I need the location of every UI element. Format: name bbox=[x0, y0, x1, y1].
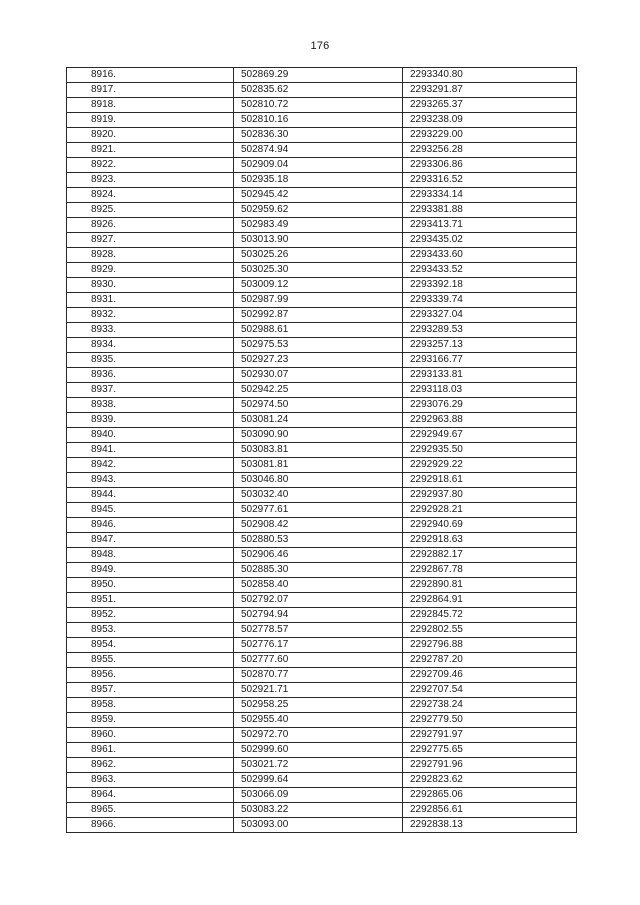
table-row bbox=[67, 113, 577, 128]
x-coordinate-cell: 502869.29 bbox=[234, 68, 403, 83]
table-row bbox=[67, 773, 577, 788]
y-coordinate-cell: 2292802.55 bbox=[403, 623, 577, 638]
x-coordinate-cell: 502945.42 bbox=[234, 188, 403, 203]
y-coordinate-cell: 2292864.91 bbox=[403, 593, 577, 608]
y-coordinate-cell: 2293229.00 bbox=[403, 128, 577, 143]
point-number-cell: 8921. bbox=[67, 143, 234, 158]
x-coordinate-cell: 502930.07 bbox=[234, 368, 403, 383]
table-row bbox=[67, 83, 577, 98]
point-number-cell: 8930. bbox=[67, 278, 234, 293]
y-coordinate-cell: 2293265.37 bbox=[403, 98, 577, 113]
point-number-cell: 8951. bbox=[67, 593, 234, 608]
table-row bbox=[67, 623, 577, 638]
table-row bbox=[67, 278, 577, 293]
x-coordinate-cell: 502974.50 bbox=[234, 398, 403, 413]
x-coordinate-cell: 502778.57 bbox=[234, 623, 403, 638]
y-coordinate-cell: 2293257.13 bbox=[403, 338, 577, 353]
point-number-cell: 8950. bbox=[67, 578, 234, 593]
table-row bbox=[67, 263, 577, 278]
y-coordinate-cell: 2292929.22 bbox=[403, 458, 577, 473]
y-coordinate-cell: 2293392.18 bbox=[403, 278, 577, 293]
table-row bbox=[67, 233, 577, 248]
point-number-cell: 8938. bbox=[67, 398, 234, 413]
point-number-cell: 8966. bbox=[67, 818, 234, 833]
x-coordinate-cell: 502988.61 bbox=[234, 323, 403, 338]
x-coordinate-cell: 503009.12 bbox=[234, 278, 403, 293]
point-number-cell: 8956. bbox=[67, 668, 234, 683]
point-number-cell: 8928. bbox=[67, 248, 234, 263]
point-number-cell: 8960. bbox=[67, 728, 234, 743]
x-coordinate-cell: 502794.94 bbox=[234, 608, 403, 623]
table-row bbox=[67, 533, 577, 548]
table-row bbox=[67, 443, 577, 458]
table-row bbox=[67, 668, 577, 683]
y-coordinate-cell: 2292856.61 bbox=[403, 803, 577, 818]
coordinates-table-body bbox=[67, 68, 577, 833]
point-number-cell: 8920. bbox=[67, 128, 234, 143]
y-coordinate-cell: 2293238.09 bbox=[403, 113, 577, 128]
point-number-cell: 8934. bbox=[67, 338, 234, 353]
x-coordinate-cell: 502909.04 bbox=[234, 158, 403, 173]
x-coordinate-cell: 502935.18 bbox=[234, 173, 403, 188]
y-coordinate-cell: 2292796.88 bbox=[403, 638, 577, 653]
y-coordinate-cell: 2292949.67 bbox=[403, 428, 577, 443]
coordinates-table bbox=[66, 67, 577, 833]
x-coordinate-cell: 502959.62 bbox=[234, 203, 403, 218]
point-number-cell: 8945. bbox=[67, 503, 234, 518]
y-coordinate-cell: 2293340.80 bbox=[403, 68, 577, 83]
x-coordinate-cell: 502874.94 bbox=[234, 143, 403, 158]
table-row bbox=[67, 308, 577, 323]
point-number-cell: 8931. bbox=[67, 293, 234, 308]
y-coordinate-cell: 2292791.97 bbox=[403, 728, 577, 743]
x-coordinate-cell: 502792.07 bbox=[234, 593, 403, 608]
table-row bbox=[67, 353, 577, 368]
point-number-cell: 8954. bbox=[67, 638, 234, 653]
table-row bbox=[67, 608, 577, 623]
point-number-cell: 8944. bbox=[67, 488, 234, 503]
table-row bbox=[67, 398, 577, 413]
x-coordinate-cell: 502983.49 bbox=[234, 218, 403, 233]
table-row bbox=[67, 323, 577, 338]
y-coordinate-cell: 2292928.21 bbox=[403, 503, 577, 518]
table-row bbox=[67, 428, 577, 443]
y-coordinate-cell: 2292791.96 bbox=[403, 758, 577, 773]
y-coordinate-cell: 2293433.52 bbox=[403, 263, 577, 278]
point-number-cell: 8965. bbox=[67, 803, 234, 818]
point-number-cell: 8953. bbox=[67, 623, 234, 638]
y-coordinate-cell: 2292940.69 bbox=[403, 518, 577, 533]
point-number-cell: 8932. bbox=[67, 308, 234, 323]
table-row bbox=[67, 518, 577, 533]
table-row bbox=[67, 143, 577, 158]
y-coordinate-cell: 2293413.71 bbox=[403, 218, 577, 233]
point-number-cell: 8959. bbox=[67, 713, 234, 728]
table-row bbox=[67, 203, 577, 218]
x-coordinate-cell: 503093.00 bbox=[234, 818, 403, 833]
x-coordinate-cell: 502858.40 bbox=[234, 578, 403, 593]
x-coordinate-cell: 502835.62 bbox=[234, 83, 403, 98]
x-coordinate-cell: 502921.71 bbox=[234, 683, 403, 698]
x-coordinate-cell: 502992.87 bbox=[234, 308, 403, 323]
table-row bbox=[67, 158, 577, 173]
point-number-cell: 8924. bbox=[67, 188, 234, 203]
x-coordinate-cell: 502975.53 bbox=[234, 338, 403, 353]
y-coordinate-cell: 2292779.50 bbox=[403, 713, 577, 728]
y-coordinate-cell: 2292937.80 bbox=[403, 488, 577, 503]
y-coordinate-cell: 2293118.03 bbox=[403, 383, 577, 398]
y-coordinate-cell: 2292865.06 bbox=[403, 788, 577, 803]
x-coordinate-cell: 502955.40 bbox=[234, 713, 403, 728]
x-coordinate-cell: 503013.90 bbox=[234, 233, 403, 248]
point-number-cell: 8946. bbox=[67, 518, 234, 533]
x-coordinate-cell: 503083.22 bbox=[234, 803, 403, 818]
x-coordinate-cell: 503046.80 bbox=[234, 473, 403, 488]
x-coordinate-cell: 503083.81 bbox=[234, 443, 403, 458]
point-number-cell: 8929. bbox=[67, 263, 234, 278]
y-coordinate-cell: 2292845.72 bbox=[403, 608, 577, 623]
table-row bbox=[67, 683, 577, 698]
y-coordinate-cell: 2293433.60 bbox=[403, 248, 577, 263]
y-coordinate-cell: 2292838.13 bbox=[403, 818, 577, 833]
x-coordinate-cell: 503021.72 bbox=[234, 758, 403, 773]
y-coordinate-cell: 2292918.63 bbox=[403, 533, 577, 548]
point-number-cell: 8948. bbox=[67, 548, 234, 563]
y-coordinate-cell: 2293316.52 bbox=[403, 173, 577, 188]
table-row bbox=[67, 548, 577, 563]
point-number-cell: 8957. bbox=[67, 683, 234, 698]
y-coordinate-cell: 2292890.81 bbox=[403, 578, 577, 593]
point-number-cell: 8952. bbox=[67, 608, 234, 623]
x-coordinate-cell: 503081.81 bbox=[234, 458, 403, 473]
x-coordinate-cell: 502999.60 bbox=[234, 743, 403, 758]
table-row bbox=[67, 653, 577, 668]
table-row bbox=[67, 758, 577, 773]
point-number-cell: 8942. bbox=[67, 458, 234, 473]
y-coordinate-cell: 2293076.29 bbox=[403, 398, 577, 413]
x-coordinate-cell: 502777.60 bbox=[234, 653, 403, 668]
y-coordinate-cell: 2293291.87 bbox=[403, 83, 577, 98]
y-coordinate-cell: 2292918.61 bbox=[403, 473, 577, 488]
table-row bbox=[67, 803, 577, 818]
y-coordinate-cell: 2293334.14 bbox=[403, 188, 577, 203]
point-number-cell: 8943. bbox=[67, 473, 234, 488]
point-number-cell: 8922. bbox=[67, 158, 234, 173]
table-row bbox=[67, 713, 577, 728]
x-coordinate-cell: 502977.61 bbox=[234, 503, 403, 518]
table-row bbox=[67, 173, 577, 188]
y-coordinate-cell: 2292707.54 bbox=[403, 683, 577, 698]
table-row bbox=[67, 338, 577, 353]
table-row bbox=[67, 743, 577, 758]
x-coordinate-cell: 502836.30 bbox=[234, 128, 403, 143]
y-coordinate-cell: 2292935.50 bbox=[403, 443, 577, 458]
x-coordinate-cell: 503025.26 bbox=[234, 248, 403, 263]
page-number: 176 bbox=[310, 40, 330, 52]
table-row bbox=[67, 563, 577, 578]
table-row bbox=[67, 188, 577, 203]
x-coordinate-cell: 502810.16 bbox=[234, 113, 403, 128]
point-number-cell: 8962. bbox=[67, 758, 234, 773]
table-row bbox=[67, 473, 577, 488]
point-number-cell: 8917. bbox=[67, 83, 234, 98]
table-row bbox=[67, 218, 577, 233]
y-coordinate-cell: 2292882.17 bbox=[403, 548, 577, 563]
table-row bbox=[67, 248, 577, 263]
table-row bbox=[67, 383, 577, 398]
y-coordinate-cell: 2292823.62 bbox=[403, 773, 577, 788]
y-coordinate-cell: 2292738.24 bbox=[403, 698, 577, 713]
x-coordinate-cell: 502999.64 bbox=[234, 773, 403, 788]
y-coordinate-cell: 2293256.28 bbox=[403, 143, 577, 158]
y-coordinate-cell: 2293289.53 bbox=[403, 323, 577, 338]
table-row bbox=[67, 293, 577, 308]
point-number-cell: 8941. bbox=[67, 443, 234, 458]
point-number-cell: 8955. bbox=[67, 653, 234, 668]
x-coordinate-cell: 502776.17 bbox=[234, 638, 403, 653]
table-row bbox=[67, 458, 577, 473]
point-number-cell: 8963. bbox=[67, 773, 234, 788]
table-row bbox=[67, 368, 577, 383]
x-coordinate-cell: 502885.30 bbox=[234, 563, 403, 578]
table-row bbox=[67, 728, 577, 743]
point-number-cell: 8940. bbox=[67, 428, 234, 443]
y-coordinate-cell: 2292963.88 bbox=[403, 413, 577, 428]
table-row bbox=[67, 68, 577, 83]
point-number-cell: 8939. bbox=[67, 413, 234, 428]
x-coordinate-cell: 502972.70 bbox=[234, 728, 403, 743]
x-coordinate-cell: 502906.46 bbox=[234, 548, 403, 563]
x-coordinate-cell: 502810.72 bbox=[234, 98, 403, 113]
x-coordinate-cell: 502927.23 bbox=[234, 353, 403, 368]
x-coordinate-cell: 503090.90 bbox=[234, 428, 403, 443]
y-coordinate-cell: 2292787.20 bbox=[403, 653, 577, 668]
table-row bbox=[67, 128, 577, 143]
point-number-cell: 8958. bbox=[67, 698, 234, 713]
x-coordinate-cell: 502987.99 bbox=[234, 293, 403, 308]
x-coordinate-cell: 503032.40 bbox=[234, 488, 403, 503]
point-number-cell: 8933. bbox=[67, 323, 234, 338]
point-number-cell: 8964. bbox=[67, 788, 234, 803]
y-coordinate-cell: 2292709.46 bbox=[403, 668, 577, 683]
point-number-cell: 8916. bbox=[67, 68, 234, 83]
x-coordinate-cell: 502880.53 bbox=[234, 533, 403, 548]
x-coordinate-cell: 503066.09 bbox=[234, 788, 403, 803]
x-coordinate-cell: 502942.25 bbox=[234, 383, 403, 398]
point-number-cell: 8925. bbox=[67, 203, 234, 218]
table-row bbox=[67, 788, 577, 803]
y-coordinate-cell: 2293339.74 bbox=[403, 293, 577, 308]
table-row bbox=[67, 488, 577, 503]
table-row bbox=[67, 98, 577, 113]
point-number-cell: 8935. bbox=[67, 353, 234, 368]
table-row bbox=[67, 698, 577, 713]
y-coordinate-cell: 2292867.78 bbox=[403, 563, 577, 578]
y-coordinate-cell: 2293381.88 bbox=[403, 203, 577, 218]
point-number-cell: 8937. bbox=[67, 383, 234, 398]
point-number-cell: 8961. bbox=[67, 743, 234, 758]
point-number-cell: 8936. bbox=[67, 368, 234, 383]
x-coordinate-cell: 502908.42 bbox=[234, 518, 403, 533]
table-row bbox=[67, 593, 577, 608]
table-row bbox=[67, 503, 577, 518]
point-number-cell: 8927. bbox=[67, 233, 234, 248]
y-coordinate-cell: 2293435.02 bbox=[403, 233, 577, 248]
table-row bbox=[67, 578, 577, 593]
table-row bbox=[67, 638, 577, 653]
y-coordinate-cell: 2292775.65 bbox=[403, 743, 577, 758]
point-number-cell: 8918. bbox=[67, 98, 234, 113]
point-number-cell: 8947. bbox=[67, 533, 234, 548]
table-row bbox=[67, 413, 577, 428]
x-coordinate-cell: 503025.30 bbox=[234, 263, 403, 278]
y-coordinate-cell: 2293327.04 bbox=[403, 308, 577, 323]
point-number-cell: 8923. bbox=[67, 173, 234, 188]
table-row bbox=[67, 818, 577, 833]
x-coordinate-cell: 502958.25 bbox=[234, 698, 403, 713]
y-coordinate-cell: 2293166.77 bbox=[403, 353, 577, 368]
point-number-cell: 8919. bbox=[67, 113, 234, 128]
point-number-cell: 8926. bbox=[67, 218, 234, 233]
x-coordinate-cell: 502870.77 bbox=[234, 668, 403, 683]
point-number-cell: 8949. bbox=[67, 563, 234, 578]
y-coordinate-cell: 2293133.81 bbox=[403, 368, 577, 383]
y-coordinate-cell: 2293306.86 bbox=[403, 158, 577, 173]
x-coordinate-cell: 503081.24 bbox=[234, 413, 403, 428]
